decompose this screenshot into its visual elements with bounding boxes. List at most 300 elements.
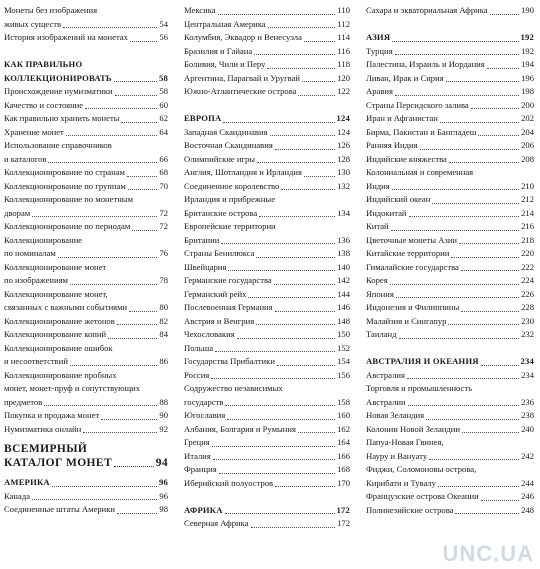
toc-entry-title: Южно-Атлантические острова (184, 86, 297, 96)
dot-leader (446, 81, 519, 82)
toc-entry-title: монет, монет-пруф и сопутствующих (4, 383, 141, 393)
toc-page-number: 124 (336, 113, 350, 123)
toc-page-number: 72 (159, 221, 168, 231)
toc-entry (366, 328, 534, 342)
toc-page-number: 134 (337, 207, 350, 218)
toc-entry (366, 193, 534, 207)
toc-entry (184, 153, 350, 167)
dot-leader (130, 41, 157, 42)
section-spacer (184, 99, 350, 113)
toc-entry-title: Коллекционирование по группам (4, 180, 126, 191)
toc-page-number: 88 (159, 396, 168, 407)
dot-leader (420, 149, 520, 150)
toc-entry-title: Послевоенная Германия (184, 302, 273, 312)
toc-page-number: 80 (159, 302, 168, 312)
toc-entry-title: Коллекционирование копий (4, 329, 107, 339)
toc-entry-title: КАТАЛОГ МОНЕТ (4, 457, 113, 469)
toc-page-number: 150 (337, 329, 350, 339)
toc-page-number: 152 (337, 342, 350, 353)
toc-entry-title: и каталогов (4, 153, 47, 164)
toc-entry-title: Китайские территории (366, 248, 450, 258)
toc-entry-title: Иберийский полуостров (184, 477, 274, 488)
dot-leader (451, 257, 519, 258)
toc-entry-title: Индийские княжества (366, 153, 447, 164)
toc-section-heading (4, 72, 168, 86)
dot-leader (128, 189, 158, 190)
toc-entry-title: Греция (184, 437, 210, 447)
toc-entry-title: связанных с важными событиями (4, 302, 128, 312)
toc-page-number: 120 (337, 72, 350, 83)
toc-entry (4, 503, 168, 517)
dot-leader (462, 432, 519, 433)
dot-leader (121, 122, 157, 123)
toc-entry (4, 207, 168, 221)
toc-entry (366, 126, 534, 140)
toc-entry-title: КОЛЛЕКЦИОНИРОВАТЬ (4, 72, 112, 83)
dot-leader (132, 230, 157, 231)
section-spacer (366, 18, 534, 32)
dot-leader (32, 499, 157, 500)
toc-page-number: 172 (336, 504, 350, 515)
toc-entry-title: Сахара и экваториальная Африка (366, 5, 488, 15)
toc-entry-title: Корея (366, 275, 388, 285)
toc-entry (184, 274, 350, 288)
toc-entry (184, 409, 350, 423)
toc-entry-title: Ливан, Ирак и Сирия (366, 72, 444, 83)
toc-page-number: 214 (521, 207, 534, 218)
dot-leader (274, 284, 335, 285)
toc-section-heading (366, 355, 534, 369)
toc-entry (366, 288, 534, 302)
toc-page-number: 234 (521, 369, 534, 380)
toc-entry (184, 342, 350, 356)
dot-leader (461, 270, 519, 271)
toc-page-number: 130 (337, 167, 350, 177)
toc-entry (184, 180, 350, 194)
dot-leader (254, 54, 335, 55)
toc-page-number: 194 (521, 59, 534, 69)
toc-entry (184, 315, 350, 329)
toc-entry-title: Ирландия и прибрежные (184, 194, 276, 204)
dot-leader (429, 459, 519, 460)
toc-entry (366, 72, 534, 86)
dot-leader (395, 95, 519, 96)
dot-leader (471, 108, 519, 109)
toc-entry-title: Коллекционирование (4, 234, 83, 245)
dot-leader (440, 122, 519, 123)
toc-entry-title: предметов (4, 396, 43, 407)
toc-entry (184, 139, 350, 153)
toc-entry (4, 301, 168, 315)
dot-leader (399, 338, 520, 339)
toc-entry (4, 234, 168, 248)
toc-column-middle (184, 4, 350, 531)
toc-page-number: 92 (159, 423, 168, 434)
toc-page-number: 248 (521, 504, 534, 515)
dot-leader (63, 27, 157, 28)
toc-entry-title: дворам (4, 207, 31, 218)
toc-entry (4, 490, 168, 504)
toc-page-number: 82 (159, 315, 168, 326)
toc-entry-title: Происхождение нумизматики (4, 86, 113, 96)
toc-entry (366, 58, 534, 72)
toc-page-number: 190 (521, 5, 534, 15)
toc-entry (4, 112, 168, 126)
toc-entry (366, 315, 534, 329)
toc-entry (184, 450, 350, 464)
toc-page-number: 66 (159, 153, 168, 164)
toc-page-number: 236 (521, 396, 534, 407)
toc-entry-title: Россия (184, 369, 210, 380)
toc-page-number: 136 (337, 234, 350, 245)
toc-entry (4, 85, 168, 99)
toc-entry-title: АМЕРИКА (4, 477, 50, 487)
toc-page-number: 62 (159, 113, 168, 123)
toc-entry (184, 328, 350, 342)
toc-entry-title: и несоответствий (4, 356, 68, 366)
toc-entry-title: Новая Зеландия (366, 410, 425, 420)
toc-section-heading (184, 112, 350, 126)
toc-entry-title: Страны Персидского залива (366, 99, 469, 110)
dot-leader (66, 135, 158, 136)
dot-leader (277, 365, 335, 366)
toc-entry-title: Австралии (366, 396, 406, 407)
toc-entry-title: Малайзия и Сингапур (366, 315, 447, 326)
dot-leader (248, 297, 335, 298)
dot-leader (70, 365, 157, 366)
toc-page-number: 110 (337, 5, 350, 15)
toc-page-number: 202 (521, 113, 534, 123)
toc-entry (366, 112, 534, 126)
toc-entry-title: Австралия (366, 369, 405, 380)
toc-page-number: 70 (159, 180, 168, 191)
toc-entry-title: Нумизматика онлайн (4, 423, 82, 434)
toc-page-number: 56 (159, 32, 168, 42)
dot-leader (438, 486, 519, 487)
section-spacer (366, 342, 534, 356)
toc-entry-title: Гималайские государства (366, 261, 459, 272)
dot-leader (237, 338, 335, 339)
toc-page-number: 200 (521, 99, 534, 110)
toc-entry (184, 126, 350, 140)
toc-entry-title: Германские государства (184, 275, 272, 285)
toc-entry-title: Индия (366, 180, 390, 191)
toc-page-number: 116 (337, 45, 350, 56)
toc-page-number: 168 (337, 464, 350, 474)
toc-entry (4, 328, 168, 342)
toc-page-number: 208 (521, 153, 534, 164)
toc-page-number: 122 (337, 86, 350, 96)
toc-entry-title: КАК ПРАВИЛЬНО (4, 59, 83, 69)
toc-entry-title: по изображениям (4, 275, 68, 285)
toc-page-number: 156 (337, 369, 350, 380)
dot-leader (487, 68, 519, 69)
toc-entry (184, 382, 350, 396)
toc-entry-title: Западная Скандинавия (184, 126, 268, 137)
toc-entry-title: живых существ (4, 18, 62, 29)
toc-page-number: 154 (337, 356, 350, 366)
dot-leader (432, 203, 519, 204)
toc-entry (366, 85, 534, 99)
toc-entry-title: Монеты без изображения (4, 5, 98, 15)
toc-entry-title: Аргентина, Парагвай и Уругвай (184, 72, 300, 83)
dot-leader (251, 527, 336, 528)
toc-entry-title: Индонезия и Филиппины (366, 302, 460, 312)
toc-entry (366, 436, 534, 450)
toc-entry (366, 423, 534, 437)
toc-entry-title: Коллекционирование по монетным (4, 194, 134, 204)
toc-entry-title: АВСТРАЛИЯ И ОКЕАНИЯ (366, 356, 479, 366)
toc-entry-title: Британии (184, 234, 220, 245)
toc-entry-title: Бирма, Пакистан и Бангладеш (366, 126, 477, 137)
dot-leader (101, 419, 157, 420)
dot-leader (275, 486, 335, 487)
dot-leader (270, 135, 336, 136)
toc-entry (184, 220, 350, 234)
dot-leader (302, 81, 335, 82)
toc-entry-title: Япония (366, 288, 394, 299)
toc-entry (366, 207, 534, 221)
toc-entry (366, 382, 534, 396)
toc-entry-title: Австрия и Венгрия (184, 315, 255, 326)
toc-page-number: 114 (337, 32, 350, 42)
toc-entry-title: Югославия (184, 410, 226, 420)
toc-entry-title: Коллекционирование пробных (4, 369, 117, 380)
section-spacer (4, 45, 168, 59)
toc-entry-title: Цветочные монеты Азии (366, 234, 458, 245)
toc-page-number: 60 (159, 99, 168, 110)
toc-page-number: 232 (521, 329, 534, 339)
toc-page-number: 160 (337, 410, 350, 420)
toc-entry (4, 193, 168, 207)
toc-entry (4, 4, 168, 18)
dot-leader (114, 466, 154, 467)
toc-entry (4, 99, 168, 113)
dot-leader (390, 284, 519, 285)
toc-entry-title: Олимпийские игры (184, 153, 256, 164)
toc-entry-title: Полинезийские острова (366, 504, 454, 515)
dot-leader (281, 189, 335, 190)
toc-entry (366, 4, 534, 18)
toc-entry-title: Науру и Вануату (366, 450, 428, 461)
dot-leader (83, 432, 157, 433)
dot-leader (409, 216, 520, 217)
dot-leader (267, 68, 335, 69)
toc-entry (184, 261, 350, 275)
toc-entry (184, 18, 350, 32)
toc-entry-title: АЗИЯ (366, 32, 391, 42)
toc-page-number: 230 (521, 315, 534, 326)
toc-entry-title: Качество и состояние (4, 99, 84, 110)
toc-page-number: 244 (521, 477, 534, 488)
toc-entry (184, 463, 350, 477)
toc-page-number: 68 (159, 167, 168, 177)
toc-entry (184, 369, 350, 383)
toc-entry (4, 288, 168, 302)
toc-entry (4, 382, 168, 396)
dot-leader (58, 257, 158, 258)
toc-entry (4, 355, 168, 369)
toc-section-heading (4, 456, 168, 470)
toc-entry-title: Торговля и промышленность (366, 383, 473, 393)
toc-entry-title: Папуа-Новая Гвинея, (366, 437, 444, 447)
dot-leader (459, 243, 519, 244)
toc-page-number: 162 (337, 423, 350, 434)
toc-page-number: 138 (337, 248, 350, 258)
dot-leader (70, 284, 157, 285)
toc-page-number: 220 (521, 248, 534, 258)
toc-entry-title: ВСЕМИРНЫЙ (4, 443, 88, 455)
toc-section-heading (366, 31, 534, 45)
toc-entry (4, 423, 168, 437)
dot-leader (215, 351, 335, 352)
toc-page-number: 72 (159, 207, 168, 218)
toc-page-number: 96 (159, 477, 168, 487)
dot-leader (221, 243, 335, 244)
toc-page-number: 210 (521, 180, 534, 191)
watermark: UNC.UA (442, 541, 534, 566)
toc-page-number: 246 (521, 491, 534, 501)
toc-entry (184, 4, 350, 18)
toc-entry-title: Англия, Шотландия и Ирландия (184, 167, 302, 177)
dot-leader (129, 311, 157, 312)
toc-entry (366, 396, 534, 410)
toc-entry-title: Колонии Новой Зеландии (366, 423, 460, 434)
toc-page-number: 170 (337, 477, 350, 488)
toc-page-number: 146 (337, 302, 350, 312)
toc-entry (366, 220, 534, 234)
toc-entry (184, 72, 350, 86)
dot-leader (298, 95, 335, 96)
toc-entry-title: Государства Прибалтики (184, 356, 275, 366)
toc-page-number: 212 (521, 194, 534, 204)
toc-entry (366, 463, 534, 477)
toc-page-number: 166 (337, 450, 350, 461)
toc-entry (184, 355, 350, 369)
toc-entry (4, 139, 168, 153)
toc-page-number: 198 (521, 86, 534, 96)
toc-page-number: 64 (159, 126, 168, 137)
toc-entry-title: Коллекционирование ошибок (4, 342, 113, 353)
dot-leader (455, 513, 519, 514)
toc-entry-title: Использование справочников (4, 140, 112, 150)
toc-page-number: 226 (521, 288, 534, 299)
toc-section-heading (4, 58, 168, 72)
toc-entry-title: Колумбия, Эквадор и Венесуэла (184, 32, 302, 42)
toc-entry (184, 85, 350, 99)
toc-entry-title: Швейцария (184, 261, 227, 272)
toc-page-number: 240 (521, 423, 534, 434)
toc-entry (366, 274, 534, 288)
toc-entry (4, 31, 168, 45)
dot-leader (275, 311, 336, 312)
toc-entry (4, 342, 168, 356)
dot-leader (223, 122, 334, 123)
dot-leader (481, 365, 519, 366)
toc-section-heading (184, 504, 350, 518)
dot-leader (396, 297, 519, 298)
toc-page-number: 98 (159, 504, 168, 514)
toc-entry (366, 153, 534, 167)
toc-entry-title: Центральная Америка (184, 18, 266, 29)
toc-page-number: 112 (337, 18, 350, 29)
toc-page-number: 126 (337, 140, 350, 150)
toc-section-heading (4, 476, 168, 490)
toc-entry-title: Боливия, Чили и Перу (184, 59, 266, 69)
toc-page-number: 172 (337, 518, 350, 528)
toc-entry (366, 180, 534, 194)
toc-entry-title: Ранняя Индия (366, 140, 418, 150)
toc-page-number: 204 (521, 126, 534, 137)
toc-entry (366, 301, 534, 315)
toc-entry (4, 153, 168, 167)
dot-leader (108, 338, 157, 339)
dot-leader (275, 149, 335, 150)
toc-page-number: 90 (159, 410, 168, 420)
dot-leader (392, 41, 518, 42)
toc-page-number: 94 (155, 457, 168, 469)
toc-page-number: 164 (337, 437, 350, 447)
dot-leader (426, 419, 519, 420)
toc-page-number: 238 (521, 410, 534, 420)
toc-entry-title: Британские острова (184, 207, 258, 218)
dot-leader (52, 486, 157, 487)
toc-entry-title: государств (184, 396, 224, 407)
dot-leader (225, 513, 335, 514)
dot-leader (259, 216, 335, 217)
dot-leader (268, 27, 336, 28)
toc-entry (184, 247, 350, 261)
dot-leader (115, 95, 158, 96)
dot-leader (212, 446, 335, 447)
toc-page-number: 192 (521, 45, 534, 56)
dot-leader (117, 513, 157, 514)
toc-entry-title: Мексика (184, 5, 216, 15)
toc-page-number: 234 (520, 356, 534, 366)
toc-entry (4, 261, 168, 275)
toc-entry-title: Французские острова Океании (366, 491, 479, 501)
toc-entry (184, 207, 350, 221)
toc-entry-title: Франция (184, 464, 217, 474)
toc-entry-title: Коллекционирование по странам (4, 167, 125, 177)
toc-page-number: 54 (159, 18, 168, 29)
dot-leader (219, 473, 335, 474)
dot-leader (213, 459, 335, 460)
toc-entry-title: Польша (184, 342, 214, 353)
toc-page-number: 242 (521, 450, 534, 461)
toc-entry-title: Соединенное королевство (184, 180, 280, 191)
dot-leader (298, 432, 335, 433)
toc-page-number: 196 (521, 72, 534, 83)
toc-page-number: 86 (159, 356, 168, 366)
toc-entry-title: Аравия (366, 86, 393, 96)
toc-entry-title: Иран и Афганистан (366, 113, 438, 123)
dot-leader (114, 81, 157, 82)
dot-leader (225, 405, 335, 406)
toc-entry (184, 288, 350, 302)
toc-entry (184, 58, 350, 72)
dot-leader (304, 41, 336, 42)
toc-entry-title: Италия (184, 450, 211, 461)
toc-entry-title: Покупка и продажа монет (4, 410, 100, 420)
toc-page-number: 124 (337, 126, 350, 137)
dot-leader (481, 500, 519, 501)
dot-leader (44, 405, 157, 406)
toc-entry (366, 490, 534, 504)
toc-page-number: 216 (521, 221, 534, 231)
toc-entry (184, 166, 350, 180)
toc-page-number: 144 (337, 288, 350, 299)
